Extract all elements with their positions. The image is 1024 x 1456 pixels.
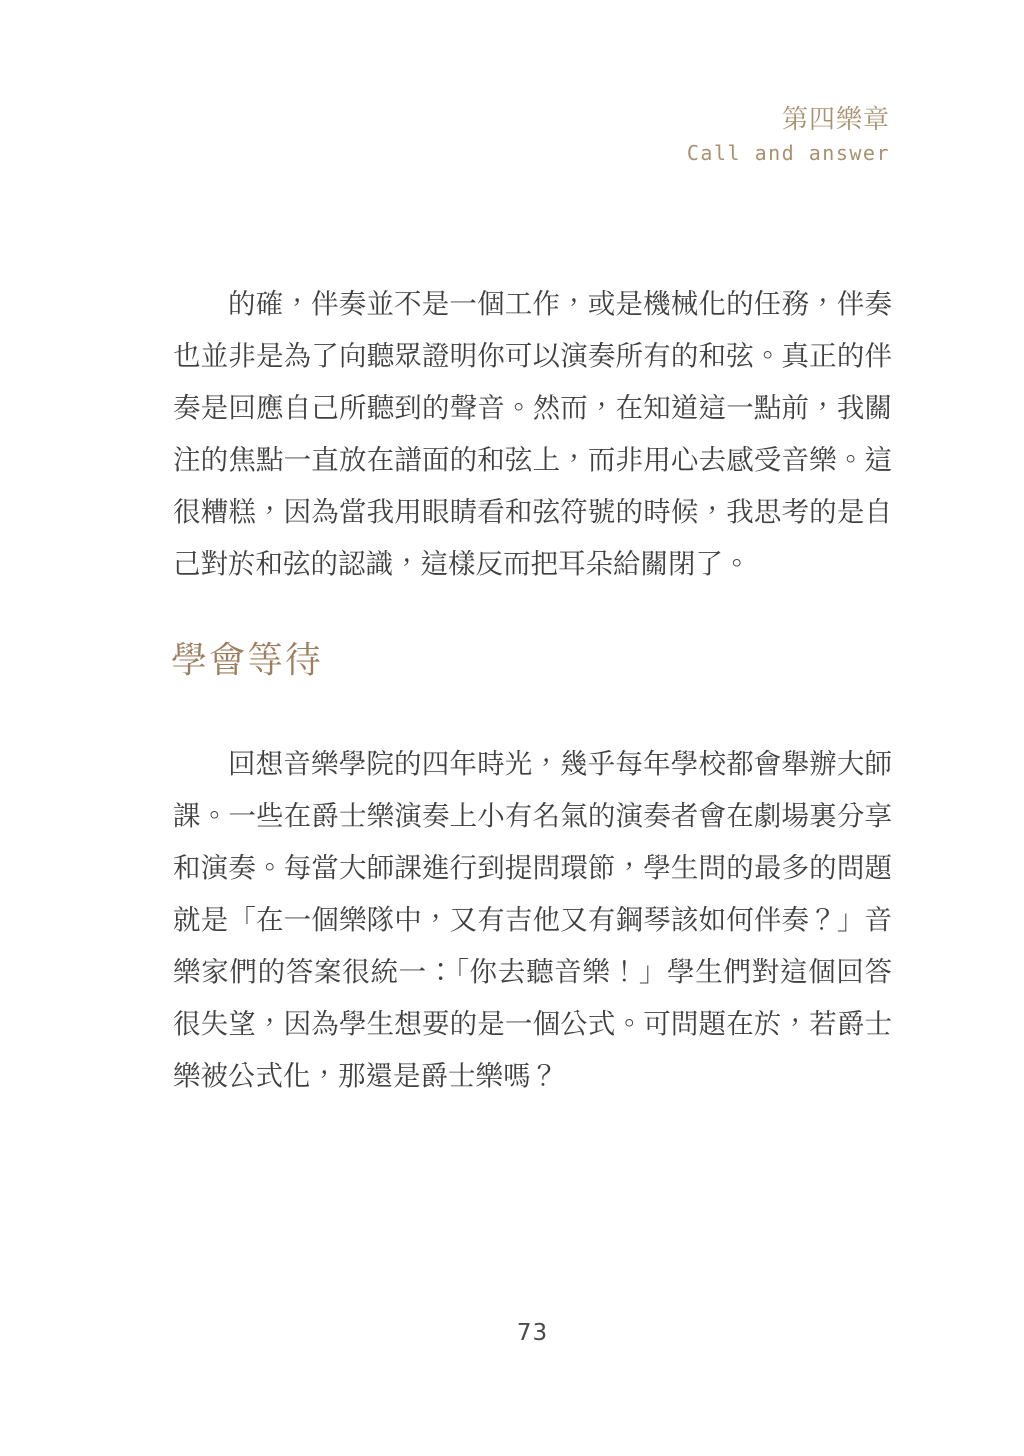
chapter-title: 第四樂章 <box>781 105 890 135</box>
chapter-header <box>687 103 890 166</box>
paragraph: 回想音樂學院的四年時光，幾乎每年學校都會舉辦大師課。一些在爵士樂演奏上小有名氣的演奏者會在劇場裏分享和演奏。每當大師課進行到提問環節，學生問的最多的問題就是「在一個樂隊中，又有吉他又有鋼琴該如何伴奏？」音樂家們的答案很統一：「你去聽音樂！」學生們對這個回答很失望，因為學生想要的是一個公式。可問題在於，若爵士樂被公式化，那還是爵士樂嗎？ <box>173 748 892 1092</box>
page-footer <box>173 1318 892 1348</box>
section-heading: 學會等待 <box>171 640 324 681</box>
chapter-subtitle: Call and answer <box>686 141 890 165</box>
page-number: 73 <box>516 1320 549 1346</box>
paragraph: 的確，伴奏並不是一個工作，或是機械化的任務，伴奏也並非是為了向聽眾證明你可以演奏所有的和弦。真正的伴奏是回應自己所聽到的聲音。然而，在知道這一點前，我關注的焦點一直放在譜面的和弦上，而非用心去感受音樂。這很糟糕，因為當我用眼睛看和弦符號的時候，我思考的是自己對於和弦的認識，這樣反而把耳朵給關閉了。 <box>173 288 892 580</box>
